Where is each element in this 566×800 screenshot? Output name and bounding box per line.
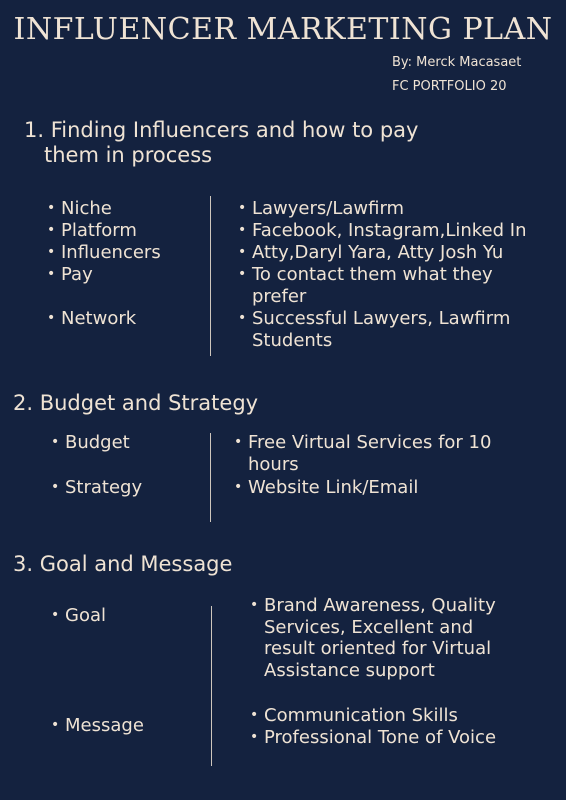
list-item: • Strategy [65, 477, 142, 499]
section-2-divider [210, 433, 211, 522]
list-item: • Message [65, 715, 144, 737]
document-title: INFLUENCER MARKETING PLAN [13, 12, 553, 47]
list-item: • To contact them what they prefer [252, 264, 493, 307]
list-item: • Pay [61, 264, 93, 286]
section-3-divider [211, 606, 212, 766]
list-item: • Professional Tone of Voice [264, 727, 496, 749]
list-item: • Goal [65, 605, 106, 627]
section-1-heading-line-1: 1. Finding Influencers and how to pay [24, 118, 419, 142]
list-item: • Website Link/Email [248, 477, 418, 499]
list-item: • Atty,Daryl Yara, Atty Josh Yu [252, 242, 503, 264]
list-item: • Network [61, 308, 136, 330]
portfolio-label: FC PORTFOLIO 20 [392, 79, 507, 94]
list-item: • Platform [61, 220, 137, 242]
section-2-heading: 2. Budget and Strategy [13, 391, 259, 415]
list-item: • Influencers [61, 242, 161, 264]
list-item: • Budget [65, 432, 130, 454]
list-item: • Free Virtual Services for 10 hours [248, 432, 491, 475]
list-item: • Successful Lawyers, Lawfirm Students [252, 308, 510, 351]
list-item: • Facebook, Instagram,Linked In [252, 220, 526, 242]
section-1-heading [24, 118, 418, 168]
list-item: • Lawyers/Lawfirm [252, 198, 404, 220]
section-3-heading: 3. Goal and Message [13, 552, 233, 576]
list-item: • Brand Awareness, Quality Services, Excellent and result oriented for Virtual Assistance support [264, 595, 496, 681]
section-1-heading-line-2: them in process [44, 143, 213, 167]
list-item: • Niche [61, 198, 112, 220]
author-byline: By: Merck Macasaet [392, 55, 522, 70]
section-1-divider [210, 196, 211, 356]
list-item: • Communication Skills [264, 705, 458, 727]
